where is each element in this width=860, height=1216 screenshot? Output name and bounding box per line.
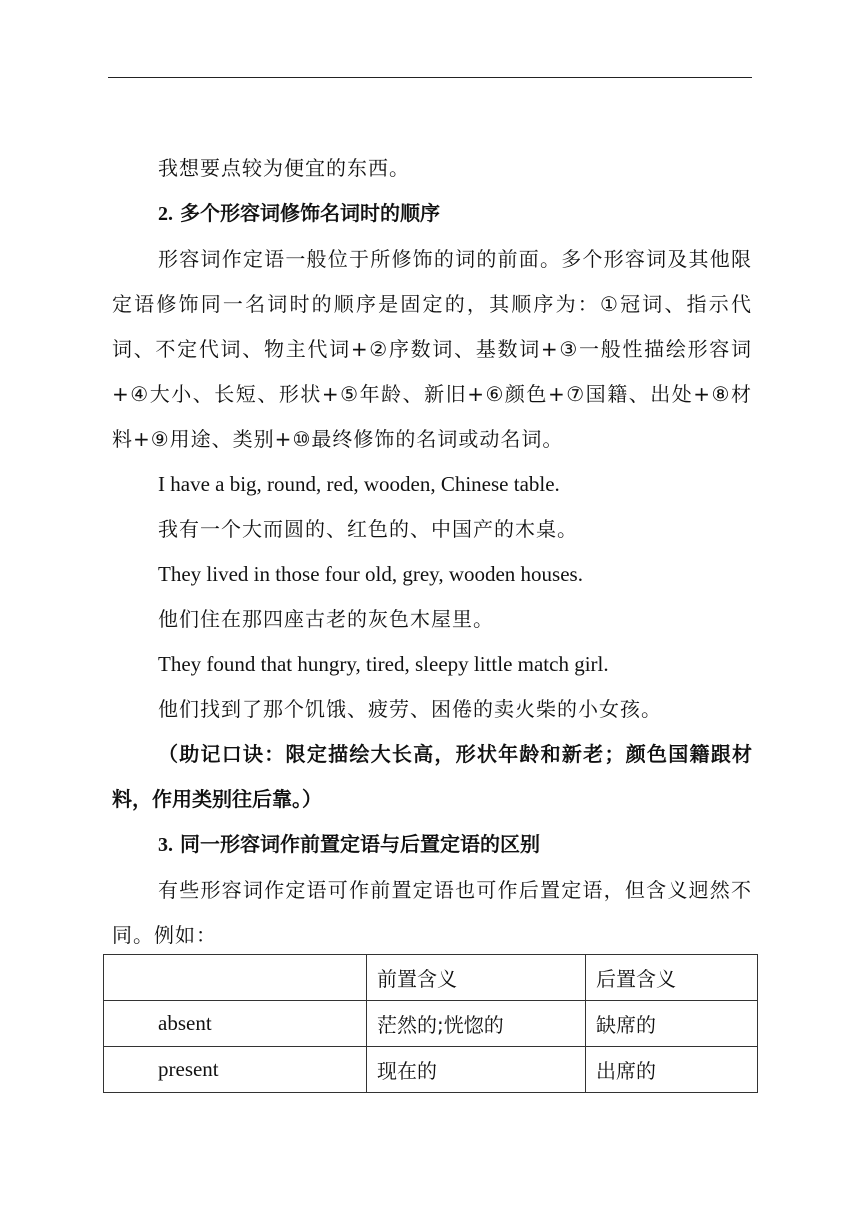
table-header-cell: 前置含义: [367, 955, 586, 1001]
section-3-body: 有些形容词作定语可作前置定语也可作后置定语，但含义迥然不同。例如：: [112, 878, 752, 947]
comparison-table: [103, 954, 758, 1093]
example-en: I have a big, round, red, wooden, Chinese table.: [158, 472, 560, 496]
table-header-cell: [104, 955, 367, 1001]
table-cell-postnominal: 出席的: [586, 1047, 758, 1093]
table-header-cell: 后置含义: [586, 955, 758, 1001]
example-en: They lived in those four old, grey, wooden houses.: [158, 562, 583, 586]
section-number: 2.: [158, 203, 173, 225]
example-zh: 他们住在那四座古老的灰色木屋里。: [158, 607, 494, 631]
section-heading-3: [112, 822, 752, 868]
header-rule: [108, 77, 752, 78]
section-2-body: 形容词作定语一般位于所修饰的词的前面。多个形容词及其他限定语修饰同一名词时的顺序是固定的，其顺序为：①冠词、指示代词、不定代词、物主代词+②序数词、基数词+③一般性描绘形容词+④大小、长短、形状+⑤年龄、新旧+⑥颜色+⑦国籍、出处+⑧材料+⑨用途、类别+⑩最终修饰的名词或动名词。: [112, 247, 752, 451]
table-cell-word: absent: [104, 1001, 367, 1047]
example-zh: 他们找到了那个饥饿、疲劳、困倦的卖火柴的小女孩。: [158, 697, 662, 721]
example-en: They found that hungry, tired, sleepy little match girl.: [158, 652, 609, 676]
document-body: [112, 146, 752, 958]
section-heading-2: [112, 191, 752, 237]
table-cell-prenominal: 现在的: [367, 1047, 586, 1093]
mnemonic-note: （助记口诀：限定描绘大长高，形状年龄和新老；颜色国籍跟材料，作用类别往后靠。）: [112, 742, 752, 811]
table-row: [104, 1001, 758, 1047]
table-cell-word: present: [104, 1047, 367, 1093]
table-cell-prenominal: 茫然的;恍惚的: [367, 1001, 586, 1047]
table-cell-postnominal: 缺席的: [586, 1001, 758, 1047]
section-title: 同一形容词作前置定语与后置定语的区别: [179, 832, 540, 856]
paragraph-line: 我想要点较为便宜的东西。: [158, 156, 410, 180]
example-zh: 我有一个大而圆的、红色的、中国产的木桌。: [158, 517, 578, 541]
table-header-row: [104, 955, 758, 1001]
section-title: 多个形容词修饰名词时的顺序: [179, 201, 440, 225]
table-row: [104, 1047, 758, 1093]
section-number: 3.: [158, 834, 173, 856]
